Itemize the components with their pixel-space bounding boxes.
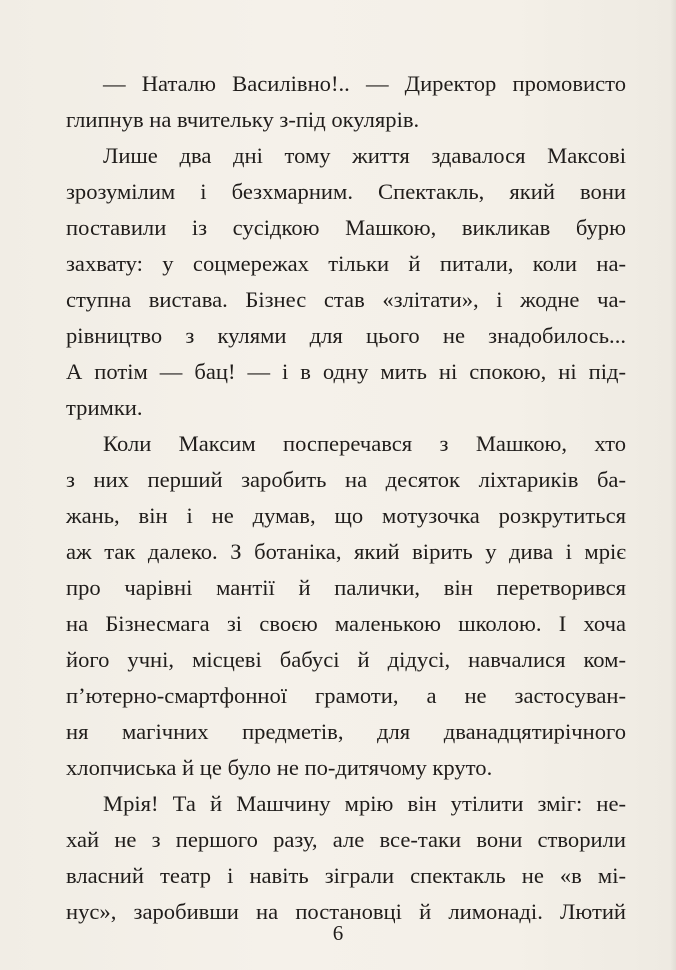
text-line: нус», заробивши на постановці й лимонаді. Лютий <box>66 899 626 924</box>
text-line: глипнув на вчительку з-під окулярів. <box>66 107 420 132</box>
text-line: власний театр і навіть зіграли спектакль не «в мі- <box>66 863 626 888</box>
text-line: жань, він і не думав, що мотузочка розкрутиться <box>66 503 626 528</box>
text-line: про чарівні мантії й палички, він перетворився <box>66 575 626 600</box>
text-line: ступна вистава. Бізнес став «злітати», і жодне ча- <box>66 287 626 312</box>
text-line: поставили із сусідкою Машкою, викликав бурю <box>66 215 626 240</box>
text-line: захвату: у соцмережах тільки й питали, коли на- <box>66 251 626 276</box>
page-number: 6 <box>332 921 344 945</box>
page-edge-shadow <box>670 0 676 970</box>
text-line: Мрія! Та й Машчину мрію він утілити зміг: не- <box>103 791 626 816</box>
text-line: хай не з першого разу, але все-таки вони створили <box>66 827 626 852</box>
text-line: Лише два дні тому життя здавалося Максові <box>103 143 626 168</box>
text-line: ня магічних предметів, для дванадцятирічного <box>66 719 626 744</box>
text-line: тримки. <box>66 395 143 420</box>
text-line: з них перший заробить на десяток ліхтариків ба- <box>66 467 626 492</box>
text-line: його учні, місцеві бабусі й дідусі, навчалися ком- <box>66 647 626 672</box>
text-line: п’ютерно-смартфонної грамоти, а не застосуван- <box>66 683 626 708</box>
text-line: А потім — бац! — і в одну мить ні спокою, ні під- <box>66 359 626 384</box>
text-line: зрозумілим і безхмарним. Спектакль, який вони <box>66 179 626 204</box>
text-line: — Наталю Василівно!.. — Директор промовисто <box>103 71 626 96</box>
text-line: на Бізнесмага зі своєю маленькою школою. І хоча <box>66 611 626 636</box>
body-text <box>66 66 626 930</box>
text-line: аж так далеко. З ботаніка, який вірить у дива і мріє <box>66 539 626 564</box>
text-line: рівництво з кулями для цього не знадобилось... <box>66 323 626 348</box>
text-line: хлопчиська й це було не по-дитячому круто. <box>66 755 493 780</box>
text-line: Коли Максим посперечався з Машкою, хто <box>103 431 626 456</box>
